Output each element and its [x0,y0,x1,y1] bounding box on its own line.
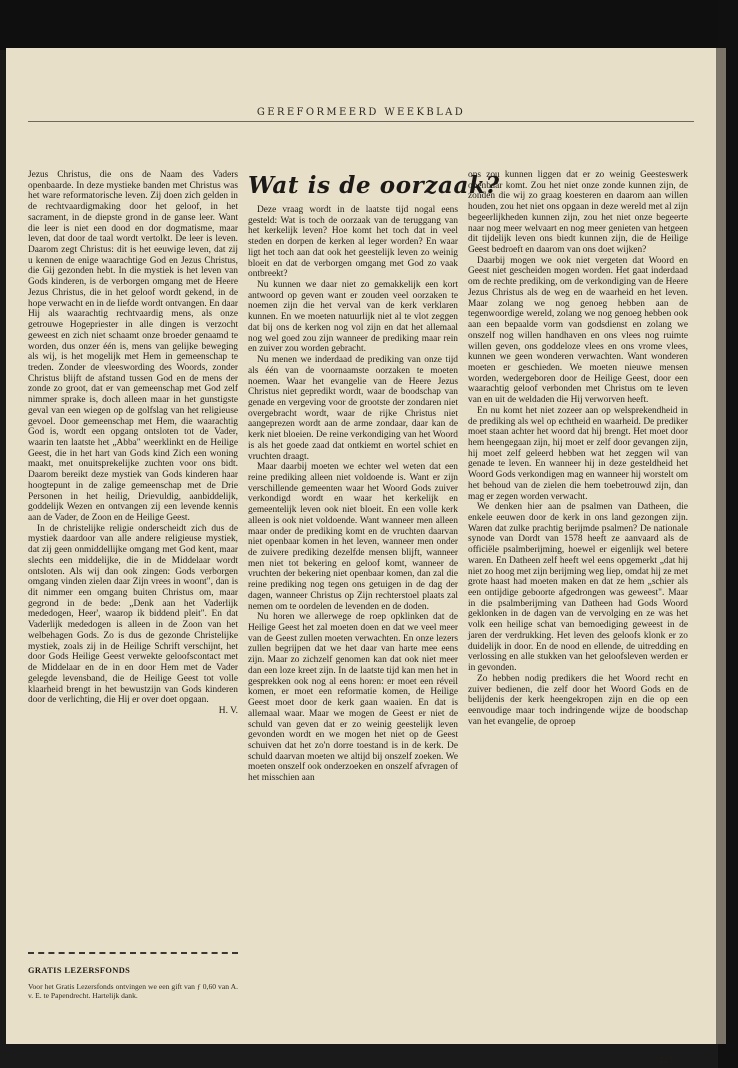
section-divider [28,952,238,956]
author-initials: H. V. [218,705,238,716]
column-middle [248,205,458,784]
paragraph: Zo hebben nodig predikers die het Woord recht en zuiver bedienen, die zelf door het Woord Gods en de belijdenis der kerk heengekropen zijn en die op een eenvoudige maar toch indringende wijze de boodschap van het evangelie, de oproep [468,673,688,727]
paragraph: Deze vraag wordt in de laatste tijd nogal eens gesteld: Wat is toch de oorzaak van de teruggang van het kerkelijk leven? Hoe komt het toch dat in veel steden en dorpen de kerken al leger worden? En waar ligt het toch aan dat ook het geestelijk leven zo weinig bloeit en dat de verborgen omgang met God zo vaak ontbreekt? [248,205,458,280]
column-right [468,170,688,727]
paragraph: Maar daarbij moeten we echter wel weten dat een reine prediking alleen niet voldoende is. Want er zijn verschillende gemeenten waar het Woord Gods zuiver verkondigd wordt en waar het kerkelijk en gemeentelijk leven ook niet bloeit. En een volle kerk alleen is ook niet voldoende. Want wanneer men alleen maar onder de prediking komt en de vruchten daarvan niet openbaar komen in het leven, wanneer men onder de zuivere prediking dezelfde mensen blijft, wanneer men niet tot bekering en geloof komt, wanneer de vruchten der bekering niet openbaar komen, dan zal die reine prediking nog tegen ons getuigen in de dag der dagen, wanneer Christus op Zijn rechterstoel plaats zal nemen om te oordelen de levenden en de doden. [248,462,458,612]
scan-top-border [0,0,738,50]
paragraph: Jezus Christus, die ons de Naam des Vaders openbaarde. In deze mystieke banden met Christus was het ware reformatorische leven. Zij doen zich gelden in de rechtvaardigmaking door het geloof, in het sacrament, in de diepste grond in de ganse leer. Want die leer is niet een dood en dor dogmatisme, maar leven, dat door de taal wordt vertolkt. De leer is leven. Daarom zegt Christus: dit is het eeuwige leven, dat zij u kennen de enige waarachtige God en Jezus Christus, die Gij gezonden hebt. In die mystiek is het leven van Gods kinderen, is de verborgen omgang met de Heere Jezus Christus, die in het geloof wordt gekend, in de hope verwacht en in de liefde wordt ontvangen. En daar Hij als waarachtig rechtvaardig mens, als onze getrouwe Hogepriester in alle dingen is verzocht geweest en zich niet schaamt onze broeder genaamd te worden, dus onzer één is, mens van gelijke beweging als wij, is het mogelijk met Hem in gemeenschap te treden. Zonder de vleeswording des Woords, zonder Christus blijft de afstand tussen God en de mens der zonde zo groot, dat er van gemeenschap met God zelf nimmer sprake is, doch alleen maar in het gunstigste geval van een wiegen op de golfslag van het religieuse gevoel. Door gemeenschap met Hem, die waarachtig God is, wordt een opgang ontsloten tot de Vader, waarin ten laatste het „Abba" weerklinkt en de Heilige Geest, die in het hart van Gods kind Zich een woning maakt, met onuitsprekelijke zuchten voor ons bidt. Daarom bereikt deze mystiek van Gods kinderen haar hoogtepunt in de zalige gemeenschap met de Drie Personen in het heilig, Drievuldig, aanbiddelijk, goddelijk Wezen en ontvangen zij een levende kennis aan de Vader, de Zoon en de Heilige Geest. [28,170,238,523]
article-headline: Wat is de oorzaak? [248,172,500,199]
fund-title: GRATIS LEZERSFONDS [28,966,131,975]
magazine-page [6,48,716,1066]
column-left [28,170,238,717]
paragraph: In de christelijke religie onderscheidt zich dus de mystiek daardoor van alle andere religieuse mystiek, dat zij geen onmiddellijke omgang met God kent, maar slechts een middelijke, die in de Middelaar wordt ontsloten. Als wij dan ook zingen: Gods verborgen omgang vinden zielen daar Zijn vrees in woont", dan is dit nimmer een omgang buiten Christus om, maar gegrond in de bede: „Denk aan het Vaderlijk mededogen, Heer', waarop ik biddend pleit". En dat Vaderlijk mededogen is alleen in de Zoon van het welbehagen Gods. Zo is dus de gezonde Christelijke mystiek, zoals zij in de Heilige Schrift verschijnt, het door Gods Heilige Geest verwekte geloofscontact met de Middelaar en de in en door Hem met de Vader gelegde levensband, die de Heilige Geest tot volle klaarheid brengt in het bewustzijn van Gods kinderen door de verlichting, die Hij er over doet opgaan. [28,523,238,706]
paragraph: Daarbij mogen we ook niet vergeten dat Woord en Geest niet gescheiden mogen worden. Het gaat inderdaad om de rechte prediking, om de verkondiging van de Heere Jezus Christus als de weg en de waarheid en het leven. Maar zolang we nog genoeg hebben aan de tegenwoordige wereld, zolang we nog genoeg hebben ook aan een bepaalde vorm van godsdienst en zolang we onszelf nog willen handhaven en ons vlees nog ruimte willen geven, ons goddeloze vlees en ons vrome vlees, kunnen we geen wonderen verwachten. Want wonderen moeten er geschieden. We moeten nieuwe mensen worden, wedergeboren door de Heilige Geest, door een waarachtig geloof verbonden met Christus om te leven van en uit de weldaden die Hij verworven heeft. [468,255,688,406]
paragraph: Nu menen we inderdaad de prediking van onze tijd als één van de voornaamste oorzaken te moeten noemen. Waar het evangelie van de Heere Jezus Christus niet gepredikt wordt, waar de boodschap van genade en vergeving voor de grootste der zondaren niet overgebracht wordt, waar de rijke Christus niet aangeprezen wordt aan de arme zondaar, daar kan de kerk niet bloeien. De reine verkondiging van het Woord is als het goede zaad dat ontkiemt en wortel schiet en vruchten draagt. [248,355,458,462]
running-head-rule [28,121,694,122]
paragraph: Nu kunnen we daar niet zo gemakkelijk een kort antwoord op geven want er zouden veel oorzaken te noemen zijn die het verval van de kerk verklaren kunnen. En we moeten natuurlijk niet al te vlot zeggen dat bij ons de kerken nog vol zijn en dat het allemaal nog wel goed zou zijn wanneer de prediking maar rein en zuiver zou worden gebracht. [248,280,458,355]
paragraph: En nu komt het niet zozeer aan op welsprekendheid in de prediking als wel op echtheid en waarheid. De prediker moet staan achter het woord dat hij brengt. Het moet door hem heengegaan zijn, hij moet er zelf door gevangen zijn, hij moet zelf geleerd hebben wat het zeggen wil van genade te leven. En wanneer hij in deze gesteldheid het Woord Gods verkondigen mag en wanneer hij worstelt om het behoud van de zielen die hem toebetrouwd zijn, dan mag er zegen worden verwacht. [468,405,688,502]
page-number: 223 [658,1055,673,1066]
fund-text: Voor het Gratis Lezersfonds ontvingen we een gift van ƒ 0,60 van A. v. E. te Papendrecht. Hartelijk dank. [28,982,238,1000]
paragraph: Nu horen we allerwege de roep opklinken dat de Heilige Geest het zal moeten doen en dat we veel meer van de Geest zullen moeten verwachten. En onze lezers zullen begrijpen dat we het daar van harte mee eens zijn. Maar zo zichzelf genomen kan dat ook niet meer dan een loze kreet zijn. In de laatste tijd kan men het in gesprekken ook nog al eens horen: er moet een réveil komen, er moet een reformatie komen, de Heilige Geest moet door de kerk gaan waaien. En dat is allemaal waar. Maar we mogen de Geest er niet de schuld van geven dat er zo weinig geestelijk leven gevonden wordt en we mogen het niet op de Geest schuiven dat het zo'n dorre toestand is in de kerk. De schuld daarvan moeten we altijd bij onszelf zoeken. We moeten onszelf ook onderzoeken en onszelf afvragen of het misschien aan [248,612,458,784]
page-edge [716,48,726,1044]
paragraph: ons zou kunnen liggen dat er zo weinig Geesteswerk openbaar komt. Zou het niet onze zonde kunnen zijn, de zonden die wij zo graag koesteren en daarom aan willen houden, zou het niet ons opgaan in deze wereld met al zijn begeerlijkheden kunnen zijn, zou het niet onze begeerte naar nog meer welvaart en nog meer genieten van hetgeen dit tijdelijk leven ons biedt kunnen zijn, die de Heilige Geest bedroeft en daarom van ons doet wijken? [468,170,688,256]
paragraph: We denken hier aan de psalmen van Datheen, die enkele eeuwen door de kerk in ons land gezongen zijn. Waren dat zulke prachtig berijmde psalmen? De nationale synode van Dordt van 1578 heeft ze aanvaard als de officiële psalmberijming, hoewel er eigenlijk wel betere waren. En Datheen zelf heeft wel eens opgemerkt „dat hij niet zo hoog met zijn berijming weg liep, omdat hij ze met grote haast had moeten maken en dat ze hem „schier als een ontijdige geboorte afgedrongen was geweest". Maar in die psalmberijming van Datheen had Gods Woord geklonken in de dagen van de vervolging en ze was het volk een heilige schat van bemoediging geweest in de jaren der verdrukking. Het leven des geloofs klonk er zo duidelijk in door. En de nood en ellende, de uitredding en verlossing en alle stukken van het geloofsleven werden er in gevonden. [468,502,688,674]
running-head: GEREFORMEERD WEEKBLAD [256,107,466,118]
